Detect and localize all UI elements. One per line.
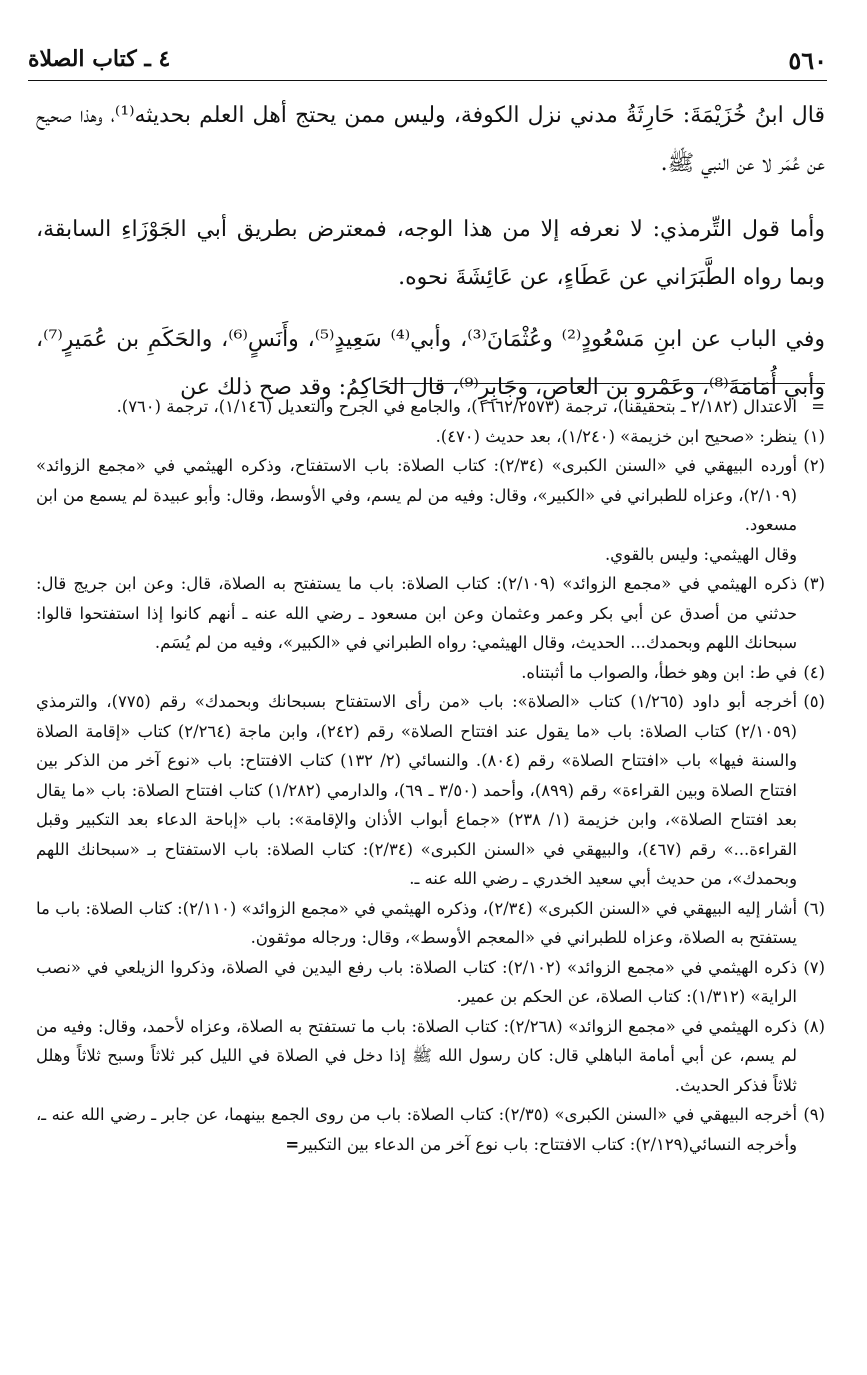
footnote-text: أورده البيهقي في «السنن الكبرى» (٢/٣٤): كتاب الصلاة: باب الاستفتاح، وذكره الهيثمي في «مجمع الزوائد» (٢/١٠٩)، وعزاه للطبراني في «الكبير»، وقال: وفيه من لم يسم، وفي الأوسط، وقال: وأبو عبيدة لم يسمع من ابن مسعود. xyxy=(36,456,797,534)
main-text xyxy=(36,92,825,430)
footnotes xyxy=(36,392,825,1159)
footnote xyxy=(36,894,825,953)
main-paragraph: وأما قول التِّرمذي: لا نعرفه إلا من هذا الوجه، فمعترض بطريق أبي الجَوْزَاءِ السابقة، وبما رواه الطَّبَرَاني عن عَطَاءٍ، عن عَائِشَةَ نحوه. xyxy=(36,217,825,290)
footnote xyxy=(36,451,825,540)
footnote-text: ينظر: «صحيح ابن خزيمة» (١/٢٤٠)، بعد حديث (٤٧٠). xyxy=(435,426,797,446)
footnote-marker: (٣) xyxy=(803,574,825,593)
footnote-marker: (٥) xyxy=(803,692,825,711)
footnote-marker: (١) xyxy=(803,426,825,446)
footnote-marker: (٩) xyxy=(803,1105,825,1124)
footnote-text: الاعتدال (٢/١٨٢ ـ بتحقيقنا)، ترجمة (١٦٦٢/٢٥٧٣)، والجامع في الجرح والتعديل (١/١٤٦)، ترجمة (٧٦٠). xyxy=(116,397,797,416)
footnote-marker: (٢) xyxy=(803,456,825,475)
footnote-marker: (٧) xyxy=(803,957,825,977)
footnote-text: أشار إليه البيهقي في «السنن الكبرى» (٢/٣٤)، وذكره الهيثمي في «مجمع الزوائد» (٢/١١٠): كتاب الصلاة: باب ما يستفتح به الصلاة، وعزاه للطبراني في «المعجم الأوسط»، وقال: ورجاله موثقون. xyxy=(36,898,797,947)
footnote xyxy=(36,1012,825,1101)
footnote-text: ذكره الهيثمي في «مجمع الزوائد» (٢/٢٦٨): كتاب الصلاة: باب ما تستفتح به الصلاة، وعزاه لأحمد، وقال: وفيه من لم يسم، عن أبي أمامة الباهلي قال: كان رسول الله ﷺ إذا دخل في الصلاة في الليل كبر ثلاثاً وسبح ثلاثاً وهلل ثلاثاً فذكر الحديث. xyxy=(36,1016,797,1095)
footnote-extra: وقال الهيثمي: وليس بالقوي. xyxy=(604,544,797,564)
footnote-marker: (٦) xyxy=(803,898,825,918)
footnote-continuation xyxy=(36,392,825,422)
running-title: ٤ ـ كتاب الصلاة xyxy=(28,46,171,72)
footnote xyxy=(36,953,825,1012)
continuation-marker: = xyxy=(285,1134,300,1154)
footnote xyxy=(36,658,825,688)
continuation-marker: = xyxy=(811,397,825,416)
footnote-text: في ط: ابن وهو خطأ، والصواب ما أثبتناه. xyxy=(521,662,797,682)
footnote xyxy=(36,1100,825,1159)
header-divider xyxy=(28,80,827,81)
footnote-text: ذكره الهيثمي في «مجمع الزوائد» (٢/١٠٩): كتاب الصلاة: باب ما يستفتح به الصلاة، قال: وعن ابن جريج قال: حدثني من أصدق عن أبي بكر وعمر وعثمان وعن ابن مسعود ـ رضي الله عنه ـ أنهم كانوا إذا استفتحوا قالوا: سبحانك اللهم وبحمدك... الحديث، وقال الهيثمي: رواه الطبراني في «الكبير»، وفيه من لم يُسَم. xyxy=(36,574,797,652)
page-header xyxy=(28,42,827,78)
footnote-text: ذكره الهيثمي في «مجمع الزوائد» (٢/١٠٢): كتاب الصلاة: باب رفع اليدين في الصلاة، وذكروا الزيلعي في «نصب الراية» (١/٣١٢): كتاب الصلاة، عن الحكم بن عمير. xyxy=(36,957,797,1006)
footnote xyxy=(36,569,825,658)
main-paragraph: وفي الباب عن ابنِ مَسْعُودٍ⁽²⁾ وعُثْمَانَ⁽³⁾، وأبي⁽⁴⁾ سَعِيدٍ⁽⁵⁾، وأَنَسٍ⁽⁶⁾، والحَكَمِ بن عُمَيرٍ⁽⁷⁾، وأبي أُمَامَةَ⁽⁸⁾، وعَمْرو بن العاص، وجَابِرٍ⁽⁹⁾، قال الحَاكِمُ: وقد صح ذلك عن xyxy=(36,327,825,400)
main-paragraph: قال ابنُ خُزَيْمَةَ: حَارِثَةُ مدني نزل الكوفة، وليس ممن يحتج أهل العلم بحديثه⁽¹⁾، وهذا صحيح عن عُمَر لا عن النبي ﷺ. xyxy=(36,103,825,176)
footnote-marker: (٤) xyxy=(803,662,825,682)
page-number: ٥٦٠ xyxy=(788,46,827,75)
footnote-divider xyxy=(389,383,825,384)
footnote-marker: (٨) xyxy=(803,1016,825,1036)
footnote xyxy=(36,687,825,894)
footnote xyxy=(36,422,825,452)
footnote-text: أخرجه البيهقي في «السنن الكبرى» (٢/٣٥): كتاب الصلاة: باب من روى الجمع بينهما، عن جابر ـ رضي الله عنه ـ، وأخرجه النسائي(٢/١٢٩): كتاب الافتتاح: باب نوع آخر من الدعاء بين التكبير xyxy=(36,1105,797,1154)
footnote-text: أخرجه أبو داود (١/٢٦٥) كتاب «الصلاة»: باب «من رأى الاستفتاح بسبحانك وبحمدك» رقم (٧٧٥)، والترمذي (٢/١٠٥٩) كتاب الصلاة: باب «ما يقول عند افتتاح الصلاة» رقم (٢٤٢)، وابن ماجة (٢/٢٦٤) كتاب «إقامة الصلاة والسنة فيها» باب «افتتاح الصلاة» رقم (٨٠٤). والنسائي (٢/ ١٣٢) كتاب الافتتاح: باب «نوع آخر من الذكر بين افتتاح الصلاة وبين القراءة» رقم (٨٩٩)، وأحمد (٣/٥٠ ـ ٦٩)، والدارمي (١/٢٨٢) كتاب افتتاح الصلاة: باب «ما يقال بعد افتتاح الصلاة»، وابن خزيمة (١/ ٢٣٨) «جماع أبواب الأذان والإقامة»: باب «إباحة الدعاء بعد التكبير وقبل القراءة...» رقم (٤٦٧)، والبيهقي في «السنن الكبرى» (٢/٣٤): كتاب الصلاة: باب الاستفتاح بـ «سبحانك اللهم وبحمدك»، من حديث أبي سعيد الخدري ـ رضي الله عنه ـ. xyxy=(36,692,798,888)
